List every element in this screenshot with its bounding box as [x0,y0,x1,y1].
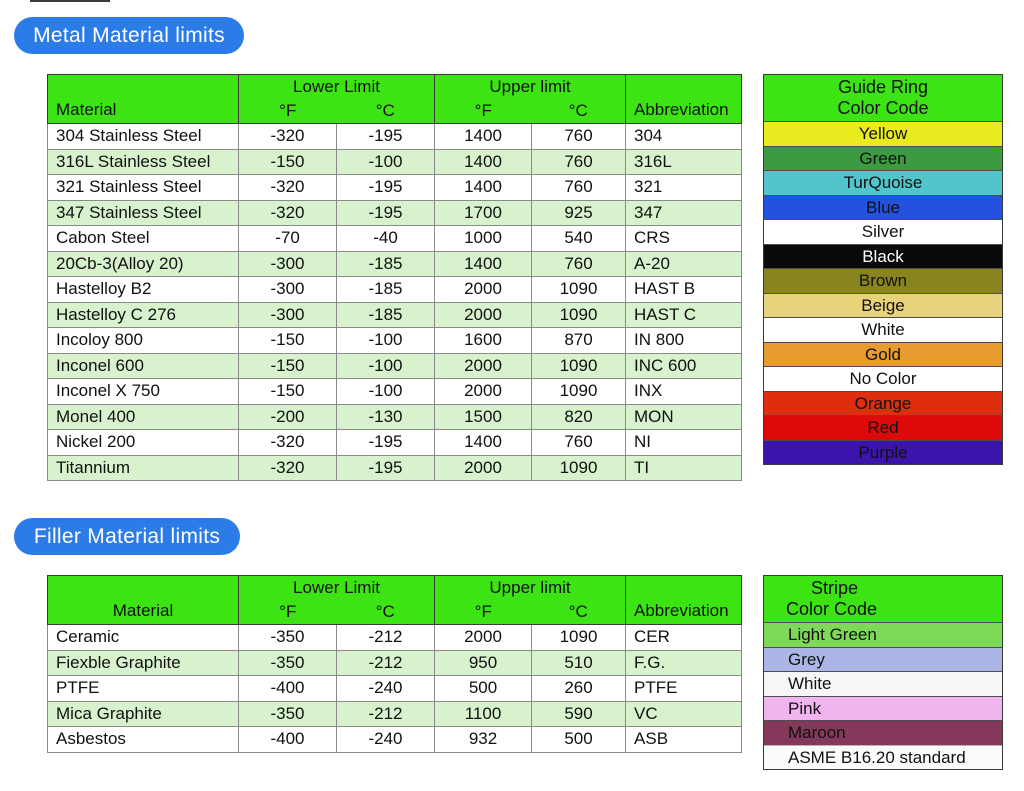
guide-ring-header [764,75,1002,121]
stripe-rows [764,622,1002,745]
cell-upper-f: 1400 [435,124,532,150]
cell-lower-f: -320 [239,200,337,226]
filler-header-lower-limit: Lower Limit [239,576,435,600]
cell-lower-c: -195 [337,200,435,226]
asme-standard-note: ASME B16.20 standard [764,745,1002,770]
filler-header-lower-c: °C [337,599,435,625]
metal-header-material: Material [48,75,239,124]
cell-abbreviation: 316L [626,149,742,175]
cell-abbreviation: INX [626,379,742,405]
metal-table-row [48,226,742,252]
metal-table-row [48,353,742,379]
cell-upper-f: 932 [435,727,532,753]
cell-upper-c: 760 [532,124,626,150]
cell-lower-f: -150 [239,353,337,379]
cell-upper-f: 1400 [435,149,532,175]
cell-upper-c: 1090 [532,625,626,651]
stripe-color-code-table [763,575,1003,770]
cell-lower-c: -240 [337,676,435,702]
cell-upper-f: 1600 [435,328,532,354]
cell-abbreviation: VC [626,701,742,727]
cell-material: Inconel X 750 [48,379,239,405]
cell-material: 321 Stainless Steel [48,175,239,201]
metal-header-lower-limit: Lower Limit [239,75,435,99]
cell-abbreviation: TI [626,455,742,481]
cell-lower-c: -100 [337,379,435,405]
cell-abbreviation: MON [626,404,742,430]
cell-abbreviation: IN 800 [626,328,742,354]
guide-ring-subtitle: Color Code [837,98,929,118]
cell-upper-f: 2000 [435,277,532,303]
cell-upper-f: 1100 [435,701,532,727]
cell-abbreviation: NI [626,430,742,456]
cell-upper-c: 760 [532,175,626,201]
filler-table-body [48,625,742,753]
cell-lower-f: -320 [239,455,337,481]
cell-upper-f: 1700 [435,200,532,226]
cell-lower-c: -185 [337,277,435,303]
metal-table-row [48,302,742,328]
cell-material: Inconel 600 [48,353,239,379]
cell-upper-f: 2000 [435,379,532,405]
metal-table-row [48,455,742,481]
cell-abbreviation: F.G. [626,650,742,676]
cell-material: Monel 400 [48,404,239,430]
filler-table-row [48,727,742,753]
cell-upper-f: 950 [435,650,532,676]
cell-lower-f: -300 [239,302,337,328]
cell-material: Cabon Steel [48,226,239,252]
cell-material: 316L Stainless Steel [48,149,239,175]
filler-title-label: Filler Material limits [33,524,221,548]
metal-title-label: Metal Material limits [33,23,225,47]
cell-material: Mica Graphite [48,701,239,727]
filler-header-abbreviation: Abbreviation [626,576,742,625]
stripe-header [764,576,1002,622]
cell-abbreviation: INC 600 [626,353,742,379]
guide-ring-rows [764,121,1002,464]
cell-lower-c: -195 [337,430,435,456]
cell-abbreviation: 321 [626,175,742,201]
metal-limits-table [47,74,742,481]
color-swatch-row: Brown [764,268,1002,293]
cell-lower-f: -320 [239,175,337,201]
cell-upper-f: 1500 [435,404,532,430]
cell-upper-c: 820 [532,404,626,430]
cell-material: Hastelloy C 276 [48,302,239,328]
metal-header-upper-c: °C [532,98,626,124]
cell-upper-f: 2000 [435,353,532,379]
metal-table-row [48,328,742,354]
stripe-title: Stripe [811,578,859,598]
cell-upper-f: 500 [435,676,532,702]
color-swatch-row: Beige [764,293,1002,318]
guide-ring-title: Guide Ring [837,77,929,97]
metal-table-row [48,430,742,456]
cell-material: Hastelloy B2 [48,277,239,303]
cell-lower-f: -300 [239,251,337,277]
cell-upper-c: 870 [532,328,626,354]
cell-material: Asbestos [48,727,239,753]
cell-upper-c: 1090 [532,455,626,481]
cell-material: 20Cb-3(Alloy 20) [48,251,239,277]
cell-lower-c: -185 [337,251,435,277]
cell-material: Fiexble Graphite [48,650,239,676]
cell-upper-f: 2000 [435,625,532,651]
cell-abbreviation: 304 [626,124,742,150]
cell-lower-f: -200 [239,404,337,430]
filler-table-row [48,625,742,651]
cell-lower-c: -100 [337,149,435,175]
color-swatch-row: Red [764,415,1002,440]
cell-lower-f: -350 [239,650,337,676]
cell-upper-f: 1400 [435,251,532,277]
metal-table-row [48,149,742,175]
filler-table-header [48,576,742,625]
color-swatch-row: Light Green [764,622,1002,647]
filler-table-row [48,701,742,727]
filler-limits-table [47,575,742,753]
cell-lower-c: -195 [337,175,435,201]
color-swatch-row: Green [764,146,1002,171]
cell-lower-c: -40 [337,226,435,252]
cell-upper-c: 1090 [532,302,626,328]
cell-abbreviation: HAST C [626,302,742,328]
color-swatch-row: Pink [764,696,1002,721]
cell-lower-f: -320 [239,124,337,150]
color-swatch-row: Gold [764,342,1002,367]
cell-upper-c: 540 [532,226,626,252]
color-swatch-row: Purple [764,440,1002,465]
color-swatch-row: No Color [764,366,1002,391]
guide-ring-color-code-table [763,74,1003,465]
cell-abbreviation: 347 [626,200,742,226]
cropped-artifact-line [30,0,110,2]
cell-lower-c: -212 [337,625,435,651]
cell-lower-f: -350 [239,625,337,651]
cell-lower-f: -400 [239,676,337,702]
color-swatch-row: Black [764,244,1002,269]
metal-table-row [48,404,742,430]
filler-table-row [48,650,742,676]
metal-table-row [48,175,742,201]
metal-table-row [48,277,742,303]
metal-table-header [48,75,742,124]
cell-material: Incoloy 800 [48,328,239,354]
cell-lower-c: -100 [337,328,435,354]
metal-header-upper-f: °F [435,98,532,124]
cell-lower-c: -212 [337,701,435,727]
cell-lower-f: -320 [239,430,337,456]
filler-section-title [14,518,240,555]
cell-upper-f: 1400 [435,175,532,201]
cell-upper-f: 1000 [435,226,532,252]
cell-material: 304 Stainless Steel [48,124,239,150]
cell-abbreviation: CER [626,625,742,651]
cell-abbreviation: HAST B [626,277,742,303]
color-swatch-row: TurQuoise [764,170,1002,195]
cell-lower-c: -212 [337,650,435,676]
cell-lower-c: -195 [337,124,435,150]
color-swatch-row: Maroon [764,720,1002,745]
cell-lower-c: -130 [337,404,435,430]
cell-upper-c: 500 [532,727,626,753]
color-swatch-row: White [764,671,1002,696]
cell-upper-c: 925 [532,200,626,226]
cell-upper-c: 510 [532,650,626,676]
cell-abbreviation: ASB [626,727,742,753]
metal-header-lower-c: °C [337,98,435,124]
cell-abbreviation: CRS [626,226,742,252]
cell-material: Nickel 200 [48,430,239,456]
metal-section-title [14,17,244,54]
cell-lower-f: -350 [239,701,337,727]
filler-header-upper-c: °C [532,599,626,625]
cell-upper-f: 1400 [435,430,532,456]
metal-header-abbreviation: Abbreviation [626,75,742,124]
cell-upper-c: 760 [532,430,626,456]
filler-table-row [48,676,742,702]
cell-upper-f: 2000 [435,455,532,481]
cell-upper-c: 1090 [532,277,626,303]
filler-header-upper-f: °F [435,599,532,625]
cell-lower-f: -150 [239,328,337,354]
cell-upper-c: 590 [532,701,626,727]
color-swatch-row: White [764,317,1002,342]
cell-lower-f: -400 [239,727,337,753]
color-swatch-row: Silver [764,219,1002,244]
cell-lower-f: -70 [239,226,337,252]
cell-upper-c: 1090 [532,379,626,405]
filler-header-material: Material [48,576,239,625]
color-swatch-row: Yellow [764,121,1002,146]
color-swatch-row: Orange [764,391,1002,416]
metal-table-row [48,251,742,277]
stripe-subtitle: Color Code [786,599,878,619]
color-swatch-row: Grey [764,647,1002,672]
cell-material: 347 Stainless Steel [48,200,239,226]
cell-lower-f: -150 [239,379,337,405]
cell-upper-f: 2000 [435,302,532,328]
metal-header-lower-f: °F [239,98,337,124]
cell-lower-c: -100 [337,353,435,379]
metal-table-row [48,124,742,150]
cell-material: Ceramic [48,625,239,651]
cell-lower-f: -150 [239,149,337,175]
cell-upper-c: 1090 [532,353,626,379]
filler-header-lower-f: °F [239,599,337,625]
cell-material: Titannium [48,455,239,481]
cell-abbreviation: A-20 [626,251,742,277]
cell-upper-c: 760 [532,251,626,277]
cell-lower-c: -195 [337,455,435,481]
metal-table-row [48,379,742,405]
cell-lower-c: -185 [337,302,435,328]
filler-header-upper-limit: Upper limit [435,576,626,600]
metal-table-row [48,200,742,226]
cell-upper-c: 760 [532,149,626,175]
cell-lower-c: -240 [337,727,435,753]
cell-upper-c: 260 [532,676,626,702]
cell-material: PTFE [48,676,239,702]
cell-lower-f: -300 [239,277,337,303]
color-swatch-row: Blue [764,195,1002,220]
metal-header-upper-limit: Upper limit [435,75,626,99]
cell-abbreviation: PTFE [626,676,742,702]
metal-table-body [48,124,742,481]
